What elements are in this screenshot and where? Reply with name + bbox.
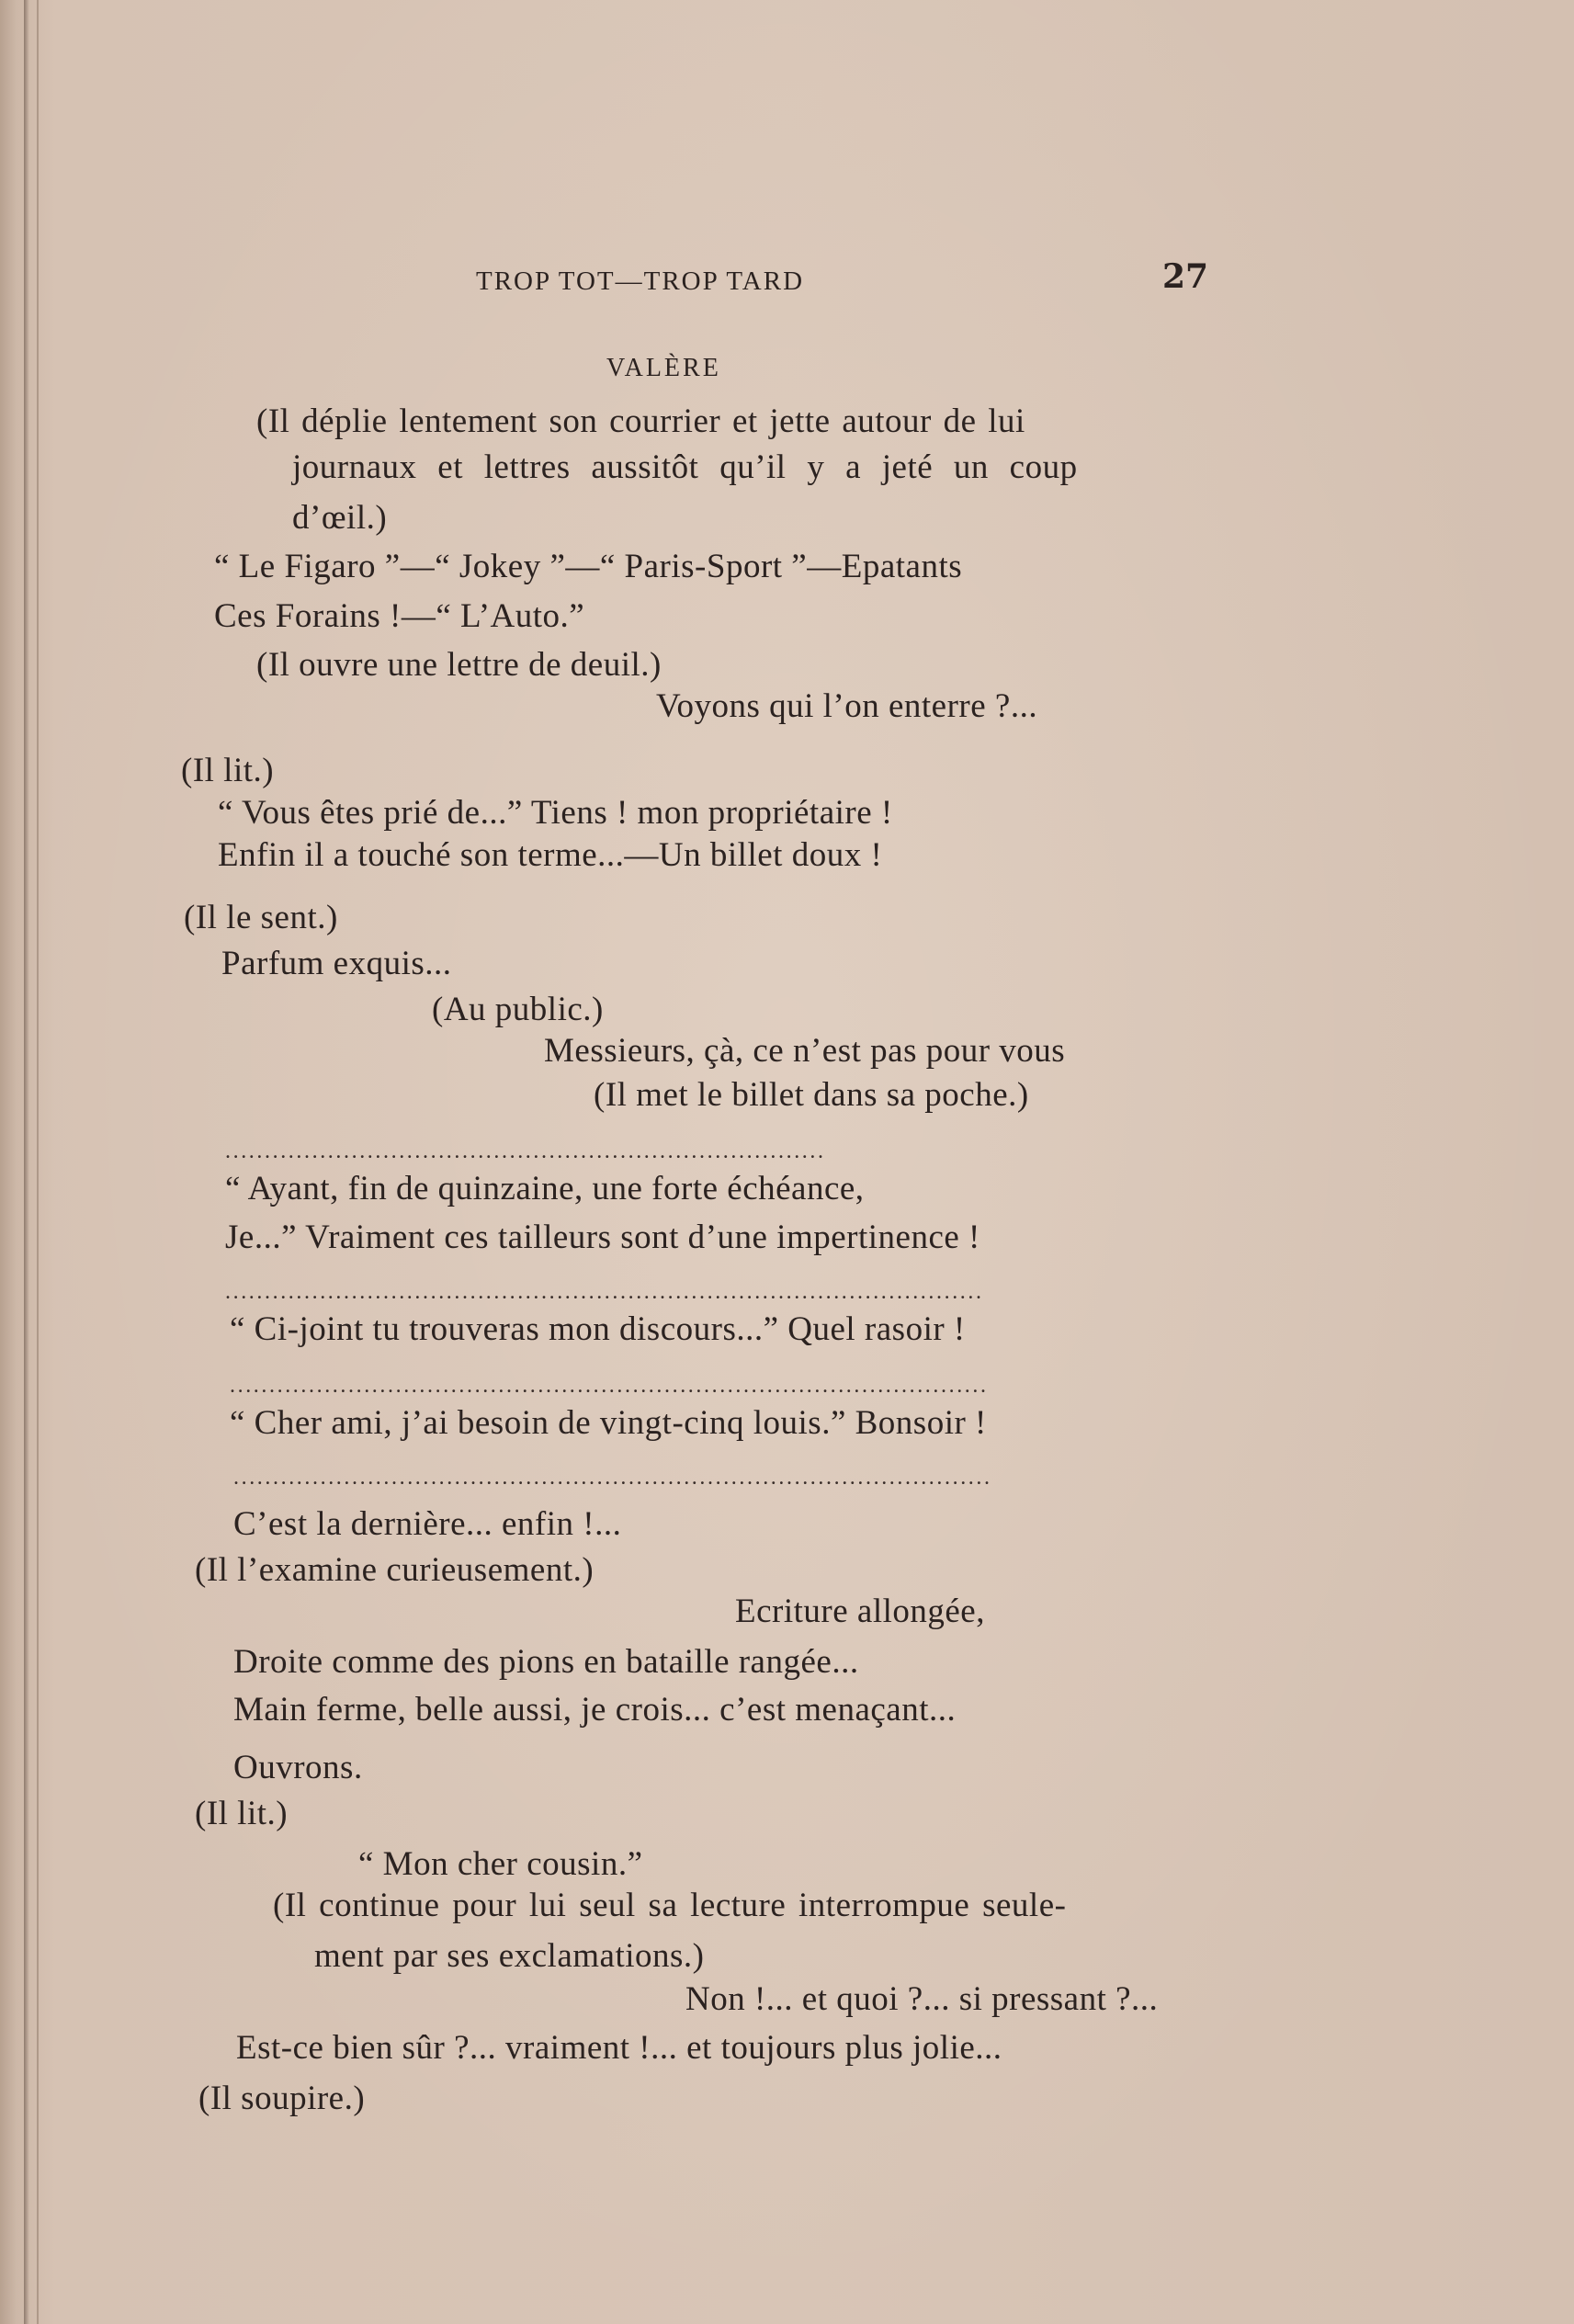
verse-line: Droite comme des pions en bataille rangée... (233, 1643, 859, 1681)
verse-line: “ Cher ami, j’ai besoin de vingt-cinq louis.” Bonsoir ! (230, 1404, 987, 1442)
verse-line: Non !... et quoi ?... si pressant ?... (685, 1980, 1159, 2018)
verse-line: “ Ci-joint tu trouveras mon discours...” Quel rasoir ! (230, 1310, 966, 1348)
verse-line: Ces Forains !—“ L’Auto.” (214, 597, 585, 635)
dot-leader: ................................................................................................ (225, 1280, 984, 1304)
dot-leader: ................................................................................................ (230, 1374, 989, 1398)
page-number: 27 (1162, 257, 1209, 296)
stage-direction: (Il ouvre une lettre de deuil.) (256, 646, 662, 684)
dot-leader: ............................................................................ (225, 1139, 826, 1163)
speaker-name: VALÈRE (606, 354, 721, 382)
stage-direction: (Il l’examine curieusement.) (195, 1551, 594, 1589)
verse-line: Ouvrons. (233, 1749, 363, 1786)
verse-line: Ecriture allongée, (735, 1593, 985, 1630)
verse-line: C’est la dernière... enfin !... (233, 1505, 622, 1543)
stage-direction: ment par ses exclamations.) (314, 1937, 705, 1975)
stage-direction: d’œil.) (292, 499, 388, 537)
stage-direction: (Il lit.) (181, 752, 275, 789)
verse-line: Main ferme, belle aussi, je crois... c’est menaçant... (233, 1691, 957, 1729)
verse-line: “ Le Figaro ”—“ Jokey ”—“ Paris-Sport ”—Epatants (214, 548, 963, 585)
stage-direction: (Il déplie lentement son courrier et jette autour de lui (256, 402, 1025, 440)
verse-line: Voyons qui l’on enterre ?... (656, 687, 1038, 725)
stage-direction: (Il soupire.) (198, 2080, 366, 2117)
verse-line: Est-ce bien sûr ?... vraiment !... et toujours plus jolie... (236, 2029, 1002, 2067)
stage-direction: (Il met le billet dans sa poche.) (594, 1076, 1029, 1114)
stage-direction: (Il lit.) (195, 1795, 289, 1832)
stage-direction: journaux et lettres aussitôt qu’il y a jeté un coup (292, 448, 1078, 486)
stage-direction: (Au public.) (432, 991, 604, 1028)
stage-direction: (Il continue pour lui seul sa lecture interrompue seule- (273, 1887, 1067, 1924)
verse-line: “ Mon cher cousin.” (358, 1845, 643, 1883)
stage-direction: (Il le sent.) (184, 899, 338, 936)
verse-line: Parfum exquis... (221, 945, 452, 982)
page-gutter-shadow (24, 0, 29, 2324)
verse-line: Messieurs, çà, ce n’est pas pour vous (544, 1032, 1066, 1070)
verse-line: “ Ayant, fin de quinzaine, une forte échéance, (225, 1170, 865, 1207)
page-gutter-line (37, 0, 39, 2324)
verse-line: Enfin il a touché son terme...—Un billet doux ! (218, 836, 883, 874)
verse-line: Je...” Vraiment ces tailleurs sont d’une impertinence ! (225, 1219, 980, 1256)
dot-leader: ................................................................................................ (233, 1466, 992, 1490)
running-title: TROP TOT—TROP TARD (476, 266, 805, 296)
verse-line: “ Vous êtes prié de...” Tiens ! mon propriétaire ! (218, 794, 893, 832)
